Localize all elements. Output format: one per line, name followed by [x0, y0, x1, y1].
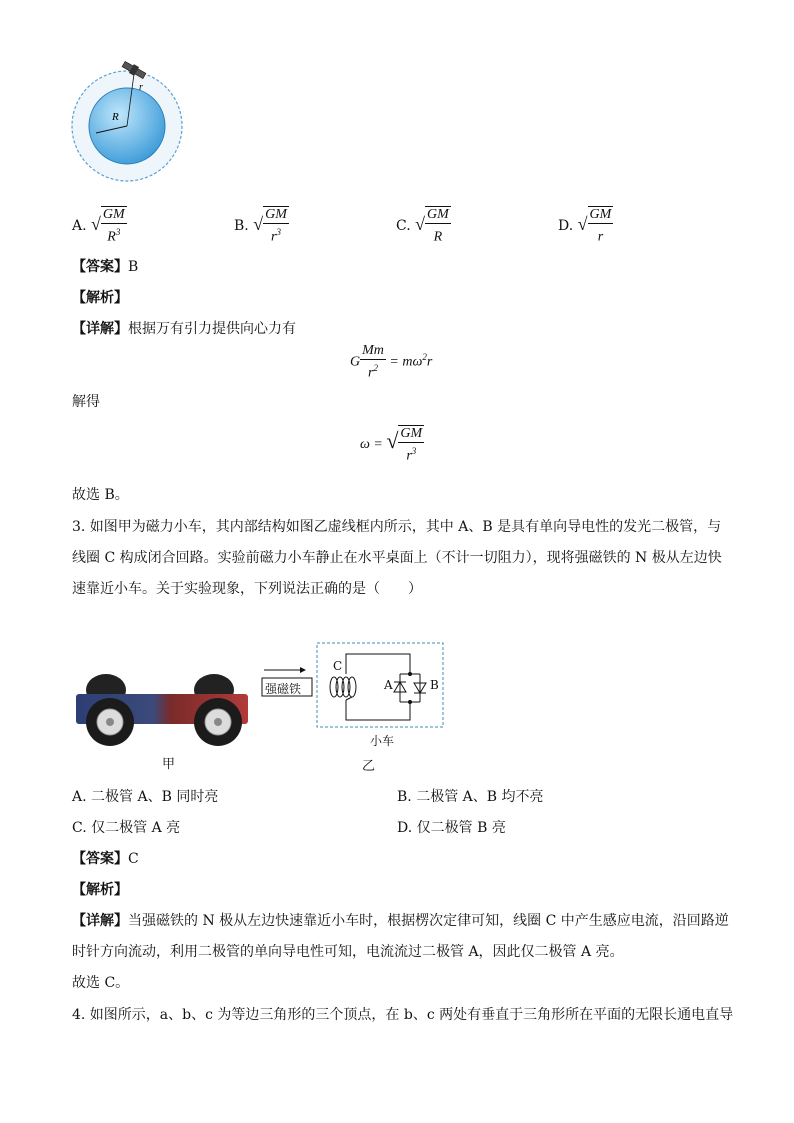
q3-line1: 3. 如图甲为磁力小车，其内部结构如图乙虚线框内所示，其中 A、B 是具有单向导电性的发光二极管，与: [72, 519, 722, 535]
q3-detail-line2: 时针方向流动，利用二极管的单向导电性可知，电流流过二极管 A，因此仅二极管 A 亮。: [72, 944, 624, 960]
q3-detail-line1: 【详解】当强磁铁的 N 极从左边快速靠近小车时，根据楞次定律可知，线圈 C 中产生感应电流，沿回路逆: [72, 913, 729, 929]
q3-option-d: D. 仅二极管 B 亮: [397, 820, 506, 836]
q2-choose: 故选 B。: [72, 487, 129, 503]
wheel-icon: [194, 698, 242, 746]
q3-option-c: C. 仅二极管 A 亮: [72, 820, 181, 836]
q3-option-b: B. 二极管 A、B 均不亮: [397, 789, 544, 805]
q3-answer: 【答案】C: [72, 851, 139, 867]
solve-text: 解得: [72, 394, 100, 410]
q3-option-a: A. 二极管 A、B 同时亮: [72, 789, 219, 805]
q3-analysis: 【解析】: [72, 882, 128, 898]
q3-line2: 线圈 C 构成闭合回路。实验前磁力小车静止在水平桌面上（不计一切阻力），现将强磁铁的 N 极从左边快: [72, 550, 722, 566]
label-R: R: [112, 111, 119, 123]
equation-gravity: G $\frac{Mm}{r^2}$ = $m\omega^2r$: [350, 343, 433, 381]
q4-line1: 4. 如图所示，a、b、c 为等边三角形的三个顶点，在 b、c 两处有垂直于三角形所在平面的无限长通电直导: [72, 1007, 734, 1023]
equation-omega: ω = √ $\frac{GM}{r^3}$: [360, 426, 423, 464]
label-r: r: [139, 82, 143, 93]
q3-line3: 速靠近小车。关于实验现象，下列说法正确的是（ ）: [72, 581, 422, 597]
q2-option-c: C. √ $\frac{GM}{R}$: [396, 207, 449, 245]
q2-option-b: B. √ $\frac{GM}{r^3}$: [234, 207, 287, 245]
q2-detail: 【详解】根据万有引力提供向心力有: [72, 321, 296, 337]
magnet-label: 强磁铁: [265, 682, 302, 696]
diode-a-icon: [394, 674, 406, 702]
satellite-orbit-figure: [70, 60, 190, 185]
wheel-icon: [86, 698, 134, 746]
q2-option-a: A. √ $\frac{GM}{R^3}$: [72, 207, 125, 245]
diode-a-label: A: [384, 678, 393, 692]
diode-b-label: B: [430, 678, 439, 692]
q3-choose: 故选 C。: [72, 975, 130, 991]
q2-option-d: D. √ $\frac{GM}{r}$: [558, 207, 612, 245]
magnetic-car-photo: [72, 672, 252, 750]
coil-label: C: [333, 659, 343, 673]
caption-jia: 甲: [162, 757, 176, 772]
caption-yi: 乙: [362, 759, 376, 774]
car-box-caption: 小车: [370, 734, 395, 748]
diode-b-icon: [414, 674, 426, 702]
q2-answer: 【答案】B: [72, 259, 139, 275]
q2-analysis: 【解析】: [72, 290, 128, 306]
